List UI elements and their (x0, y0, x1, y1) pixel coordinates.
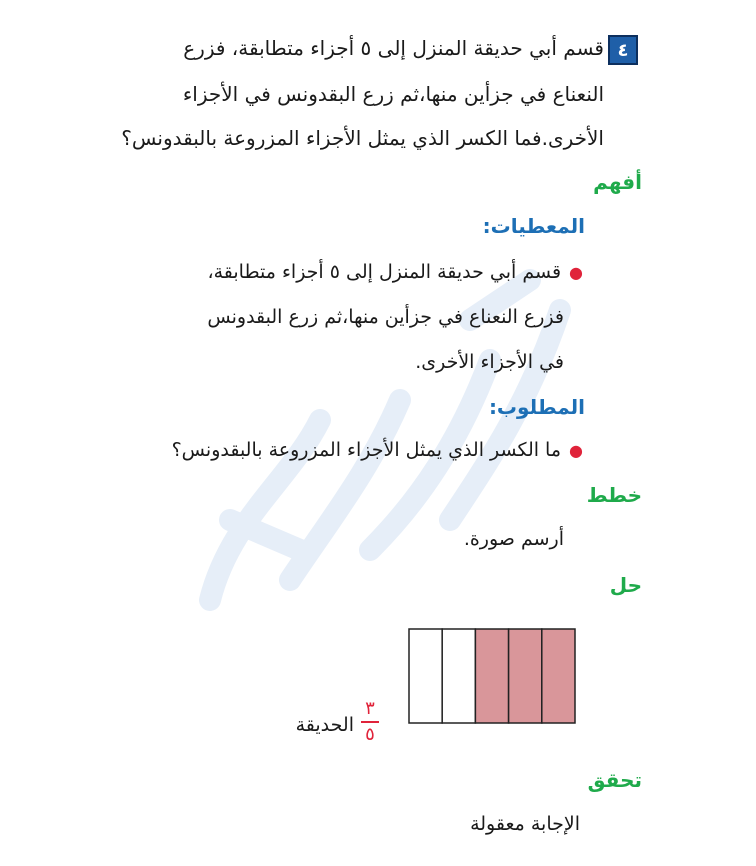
garden-part-mint (442, 629, 475, 723)
question-number-badge: ٤ (608, 35, 638, 65)
section-heading-solve: حل (609, 573, 642, 597)
required-item (172, 439, 583, 461)
given-item (207, 261, 583, 283)
fraction-numerator: ٣ (365, 698, 375, 719)
watermark-logo (170, 220, 600, 640)
plan-text: أرسم صورة. (463, 528, 564, 550)
section-heading-check: تحقق (587, 768, 642, 792)
question-line-3: الأخرى.فما الكسر الذي يمثل الأجزاء المزروعة بالبقدونس؟ (121, 126, 604, 150)
bullet-icon: ● (569, 262, 583, 282)
fraction-bar (361, 721, 379, 723)
given-line-3: في الأجزاء الأخرى. (415, 351, 564, 373)
garden-part-mint (409, 629, 442, 723)
given-heading: المعطيات: (482, 214, 585, 238)
given-line-2: فزرع النعناع في جزأين منها،ثم زرع البقدونس (207, 306, 564, 328)
required-heading: المطلوب: (488, 395, 585, 419)
question-line-1: قسم أبي حديقة المنزل إلى ٥ أجزاء متطابقة، فزرع (183, 36, 604, 60)
garden-diagram (408, 628, 576, 724)
question-line-2: النعناع في جزأين منها،ثم زرع البقدونس في الأجزاء (182, 82, 604, 106)
garden-part-parsley (475, 629, 508, 723)
required-line: ما الكسر الذي يمثل الأجزاء المزروعة بالبقدونس؟ (171, 439, 562, 461)
check-text: الإجابة معقولة (470, 813, 580, 835)
garden-part-parsley (509, 629, 542, 723)
garden-label: الحديقة (295, 714, 354, 736)
section-heading-plan: خطط (586, 483, 642, 507)
bullet-icon: ● (569, 440, 583, 460)
fraction-denominator: ٥ (365, 724, 375, 745)
section-heading-understand: أفهم (593, 170, 642, 194)
garden-part-parsley (542, 629, 575, 723)
fraction-three-fifths (358, 699, 382, 745)
given-line-1: قسم أبي حديقة المنزل إلى ٥ أجزاء متطابقة، (207, 261, 562, 283)
